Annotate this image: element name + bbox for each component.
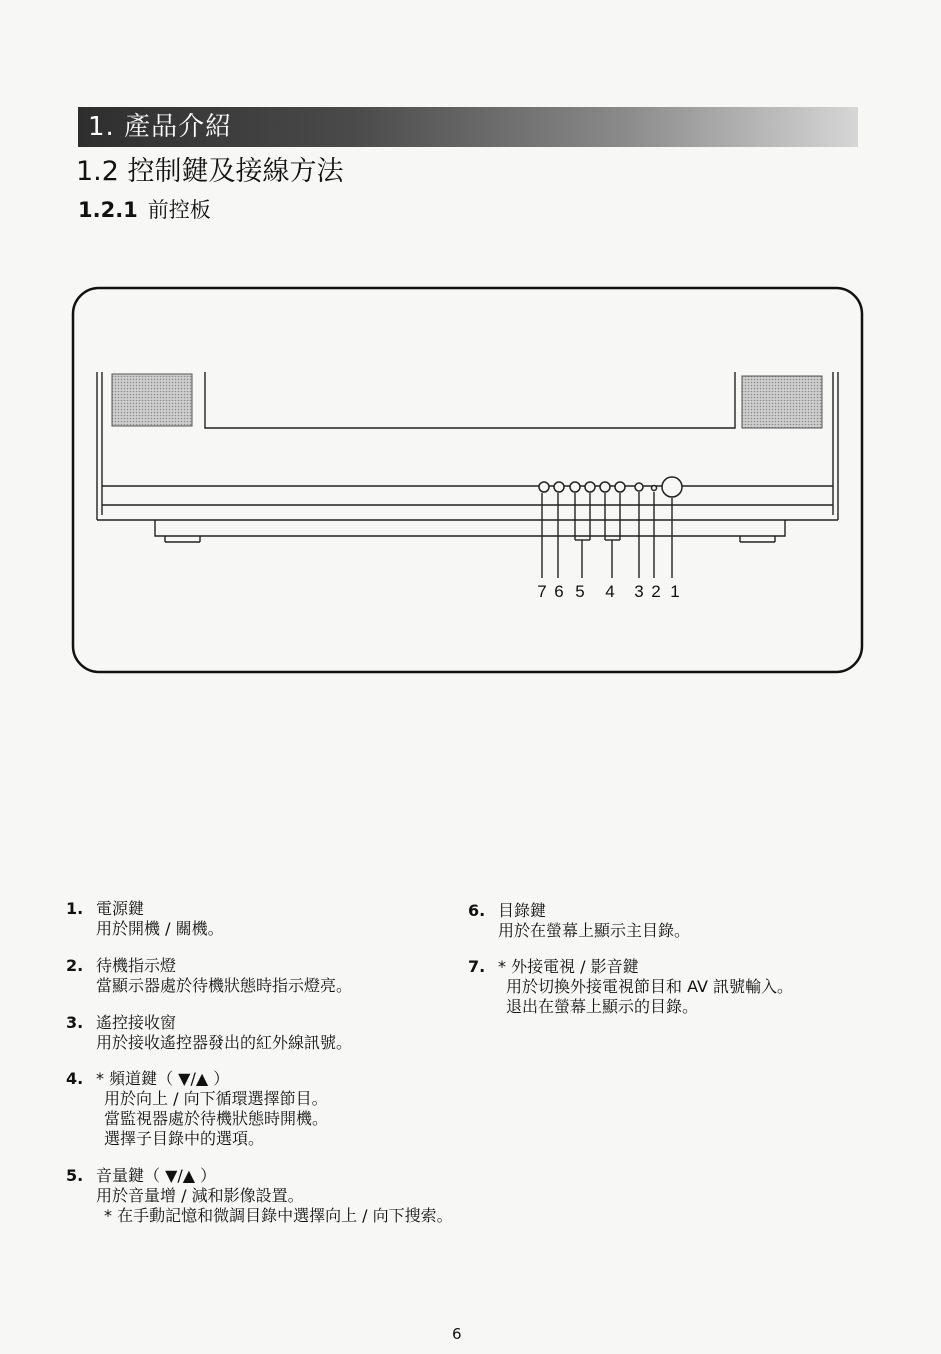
item-desc: 用於開機 / 關機。 (96, 919, 224, 938)
subsection-title: 1.2 控制鍵及接線方法 (76, 156, 344, 187)
callout-label-7: 7 (537, 582, 547, 601)
item-number: 4. (66, 1069, 84, 1088)
channel-down-button (600, 482, 610, 492)
item-number: 3. (66, 1013, 84, 1032)
item-desc: 當監視器處於待機狀態時開機。 (104, 1109, 329, 1128)
item-number: 1. (66, 899, 84, 918)
callout-label-6: 6 (554, 582, 564, 601)
tv-front-panel (97, 372, 838, 542)
channel-up-button (615, 482, 625, 492)
item-desc: 用於向上 / 向下循環選擇節目。 (104, 1089, 328, 1108)
item-title: 待機指示燈 (96, 956, 177, 975)
volume-up-button (585, 482, 595, 492)
item-title: * 頻道鍵（ ▼/▲ ） (96, 1069, 230, 1088)
item-desc: 用於接收遙控器發出的紅外線訊號。 (96, 1033, 353, 1052)
item-desc: 退出在螢幕上顯示的目錄。 (506, 997, 699, 1016)
item-number: 6. (468, 901, 486, 920)
item-desc: 選擇子目錄中的選項。 (104, 1129, 265, 1148)
callout-label-3: 3 (634, 582, 644, 601)
item-title: 遙控接收窗 (96, 1013, 177, 1032)
subsubsection-title: 前控板 (147, 198, 211, 222)
callout-label-1: 1 (670, 582, 680, 601)
remote-sensor-window (635, 483, 643, 491)
page-number: 6 (452, 1325, 462, 1343)
av-button (539, 482, 549, 492)
item-number: 5. (66, 1166, 84, 1185)
item-title: * 外接電視 / 影音鍵 (498, 957, 639, 976)
item-title: 電源鍵 (96, 899, 145, 918)
item-number: 7. (468, 957, 486, 976)
right-speaker-grille (742, 376, 822, 428)
item-desc: * 在手動記憶和微調目錄中選擇向上 / 向下搜索。 (104, 1206, 453, 1225)
callout-label-4: 4 (605, 582, 615, 601)
left-speaker-grille (112, 374, 192, 426)
callout-label-2: 2 (651, 582, 661, 601)
item-title: 目錄鍵 (498, 901, 547, 920)
item-desc: 用於音量增 / 減和影像設置。 (96, 1186, 304, 1205)
diagram-frame (73, 288, 862, 672)
item-number: 2. (66, 956, 84, 975)
callout-label-5: 5 (575, 582, 585, 601)
volume-down-button (570, 482, 580, 492)
power-button (662, 477, 682, 497)
item-desc: 當顯示器處於待機狀態時指示燈亮。 (96, 976, 353, 995)
item-title: 音量鍵（ ▼/▲ ） (96, 1166, 217, 1185)
subsubsection-number: 1.2.1 (78, 198, 138, 222)
menu-button (554, 482, 564, 492)
section-title: 1. 產品介紹 (88, 112, 233, 142)
item-desc: 用於切換外接電視節目和 AV 訊號輸入。 (506, 977, 794, 996)
standby-indicator (652, 486, 657, 491)
item-desc: 用於在螢幕上顯示主目錄。 (498, 921, 691, 940)
